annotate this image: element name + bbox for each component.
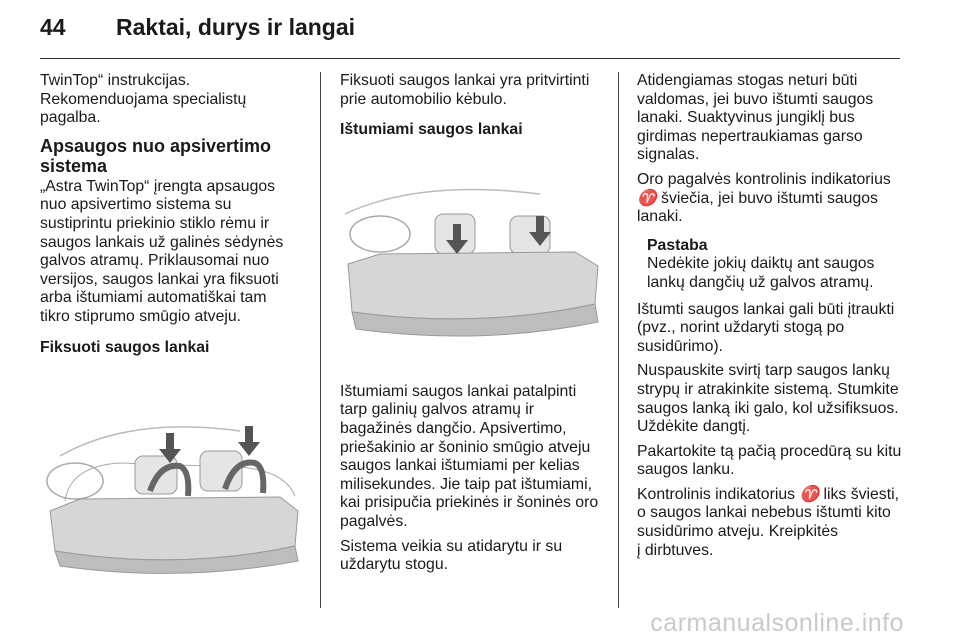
airbag-indicator-text-start: Oro pagalvės kontrolinis indikatorius bbox=[637, 170, 891, 188]
deployable-bars-text: Ištumiami saugos lankai patalpinti tarp galinių galvos atramų ir bagažinės dangčio. Apsivertimo, priešakinio ar šoninio smūgio atveju saugos lankai ištumiami per kelias milisekundes. Jie taip pat ištumiami, kai prisipučia priekinės ir šoninės oro pagalvės. bbox=[340, 382, 599, 530]
page-title: Raktai, durys ir langai bbox=[116, 14, 356, 40]
indicator-remains-text bbox=[637, 486, 905, 560]
airbag-indicator-text-end: šviečia, jei buvo ištumti saugos lanaki. bbox=[637, 189, 878, 226]
airbag-indicator-icon-2: ♈ bbox=[799, 485, 820, 503]
indicator-remains-end: liks šviesti, o saugos lankai nebebus ištumti kito susidūrimo atveju. Kreipkitės į dirbtuves. bbox=[637, 485, 899, 559]
fixed-bars-text: Fiksuoti saugos lankai yra pritvirtinti prie automobilio kėbulo. bbox=[340, 72, 590, 108]
column-2 bbox=[340, 72, 605, 581]
column-divider-1 bbox=[320, 72, 321, 608]
section-body: „Astra TwinTop“ įrengta apsaugos nuo apsivertimo sistema su sustiprintu priekinio stiklo rėmu ir saugos lankais už galinės sėdynės galvos atramų. Priklausomai nuo versijos, saugos lankai yra fiksuoti arba ištumiami automatiškai tam tikro stiprumo smūgio atveju. bbox=[40, 177, 284, 325]
repeat-text: Pakartokite tą pačią procedūrą su kitu saugos lanku. bbox=[637, 442, 902, 479]
column-divider-2 bbox=[618, 72, 619, 608]
system-operation-text: Sistema veikia su atidarytu ir su uždarytu stogu. bbox=[340, 537, 563, 574]
roof-warning-text: Atidengiamas stogas neturi būti valdomas, jei buvo ištumti saugos lanaki. Suaktyvinus jungiklį bus girdimas nepertraukiamas garso signalas. bbox=[637, 72, 874, 164]
column-1 bbox=[40, 72, 308, 600]
fixed-bars-heading: Fiksuoti saugos lankai bbox=[40, 338, 210, 356]
deployable-rollbar-illustration bbox=[340, 154, 603, 369]
airbag-indicator-text bbox=[637, 171, 905, 227]
note-box bbox=[647, 237, 905, 293]
note-body: Nedėkite jokių daiktų ant saugos lankų dangčių už galvos atramų. bbox=[647, 255, 875, 291]
unlock-text: Nuspauskite svirtį tarp saugos lankų strypų ir atrakinkite sistemą. Stumkite saugos lanką iki galo, kol užsifiksuos. Uždėkite dangtį. bbox=[637, 362, 899, 436]
watermark: carmanualsonline.info bbox=[650, 609, 904, 637]
page-number: 44 bbox=[40, 14, 66, 40]
deployable-bars-heading: Ištumiami saugos lankai bbox=[340, 121, 523, 139]
retract-text: Ištumti saugos lankai gali būti įtraukti (pvz., norint uždaryti stogą po susidūrimo). bbox=[637, 300, 895, 355]
column-3 bbox=[637, 72, 905, 566]
fixed-rollbar-illustration bbox=[40, 371, 303, 586]
airbag-indicator-icon: ♈ bbox=[637, 189, 657, 207]
section-heading: Apsaugos nuo apsivertimo sistema bbox=[40, 135, 272, 176]
intro-text: TwinTop“ instrukcijas. Rekomenduojama specialistų pagalba. bbox=[40, 72, 247, 127]
indicator-remains-start: Kontrolinis indikatorius bbox=[637, 485, 800, 503]
page-header bbox=[40, 14, 355, 50]
note-title: Pastaba bbox=[647, 236, 708, 254]
header-divider bbox=[40, 58, 900, 59]
